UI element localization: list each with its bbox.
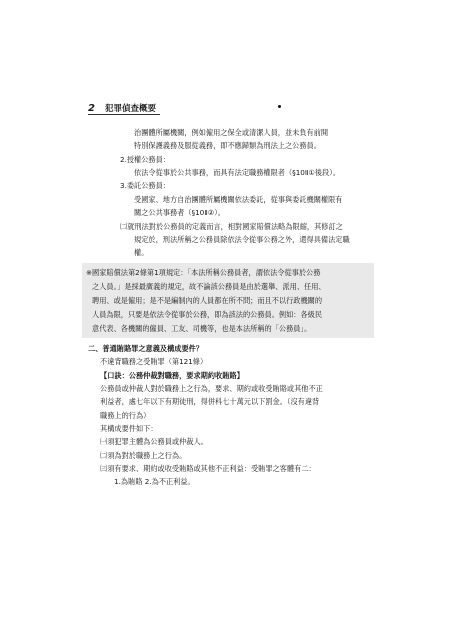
body-line: ㈡就刑法對於公務員的定義而言，相對國家賠償法略為限縮，其修訂之 [120, 222, 343, 231]
chapter-title: 犯罪偵查概要 [104, 104, 156, 114]
body-line: 1.為賄賂 2.為不正利益。 [114, 477, 195, 486]
mnemonic-line: 【口訣：公務仲裁對職務，要求期約收賄賂】 [100, 371, 244, 380]
note-line: 之人員。」是採最廣義的規定，故不論該公務員是由於選舉、派用、任用、 [92, 282, 326, 291]
page-header [88, 101, 368, 115]
header-dot [278, 105, 281, 108]
body-line: ㈡須為對於職務上之行為。 [100, 451, 187, 460]
body-line: 特別保護義務及服從義務，即不應歸類為刑法上之公務員。 [134, 141, 321, 150]
note-line: ※國家賠償法第2條第1項規定：「本法所稱公務員者，謂依法令從事於公務 [86, 268, 321, 277]
section-heading: 二、普通賄賂罪之意義及構成要件？ [88, 344, 204, 353]
body-line: 關之公共事務者（§10Ⅱ②）。 [134, 208, 225, 217]
body-line: ㈢須有要求、期約或收受賄賂或其他不正利益：受賄罪之客體有二： [100, 464, 316, 473]
body-line: 不違背職務之受賄罪（第121條） [100, 357, 208, 366]
body-line: 其構成要件如下： [100, 424, 158, 433]
body-line: 依法令從事於公共事務，而具有法定職務權限者（§10Ⅱ①後段）。 [134, 168, 340, 177]
body-line: 受國家、地方自治團體所屬機關依法委託，從事與委託機關權限有 [134, 195, 343, 204]
note-line: 聘用、或是僱用；是不是編制內的人員都在所不問；而且不以行政機關的 [92, 296, 323, 305]
body-line: 公務員或仲裁人對於職務上之行為，要求、期約或收受賄賂或其他不正 [100, 384, 323, 393]
note-line: 意代表、各機關的僱員、工友、司機等，也是本法所稱的「公務員」。 [92, 324, 312, 333]
body-line: 治團體所屬機關，例如僱用之保全或清潔人員，並未負有前開 [134, 128, 329, 137]
note-box [82, 263, 374, 338]
header-underline [88, 114, 160, 115]
body-line: ㈠須犯罪主體為公務員或仲裁人。 [100, 437, 208, 446]
body-line: 職務上的行為） [100, 411, 151, 420]
body-line: 利益者，處七年以下有期徒刑，得併科七十萬元以下罰金。（沒有違背 [100, 397, 320, 406]
body-line: 3.委託公務員： [120, 181, 170, 190]
body-line: 2.授權公務員： [120, 155, 170, 164]
body-line: 規定於，刑法所稱之公務員除依法令從事公務之外，還得具備法定職 [134, 235, 350, 244]
page-number: 2 [88, 102, 95, 114]
note-line: 人員為限，只要是依法令從事於公務，即為該法的公務員。例如：各級民 [92, 310, 323, 319]
body-line: 權。 [134, 248, 149, 257]
